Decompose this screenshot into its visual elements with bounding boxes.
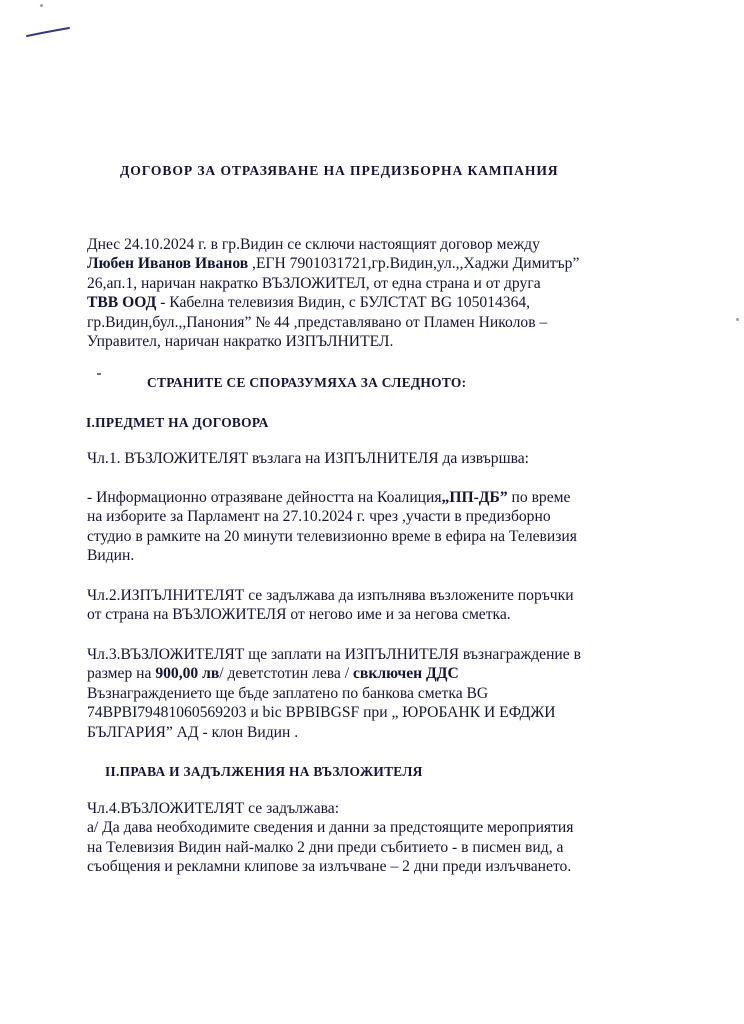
- article-1-text: Чл.1. ВЪЗЛОЖИТЕЛЯТ възлага на ИЗПЪЛНИТЕЛЯ да извършва:: [87, 450, 529, 467]
- vat-note: свключен ДДС: [353, 665, 459, 683]
- pen-stroke-mark: [26, 26, 70, 38]
- amount: 900,00 лв: [155, 665, 220, 683]
- agreement-heading: СТРАНИТЕ СЕ СПОРАЗУМЯХА ЗА СЛЕДНОТО:: [147, 375, 467, 390]
- article-3-line: размер на 900,00 лв/ деветстотин лева / свключен ДДС: [87, 665, 459, 683]
- intro-line: Днес 24.10.2024 г. в гр.Видин се сключи настоящият договор между: [87, 236, 540, 253]
- section-1-heading: І.ПРЕДМЕТ НА ДОГОВОРА: [86, 415, 269, 430]
- intro-line: Управител, наричан накратко ИЗПЪЛНИТЕЛ.: [87, 333, 394, 351]
- article-1-item-line: на изборите за Парламент на 27.10.2024 г. чрез ,участи в предизборно: [87, 508, 551, 526]
- article-2-line: от страна на ВЪЗЛОЖИТЕЛЯ от негово име и за негова сметка.: [87, 606, 511, 624]
- article-3-line: Чл.3.ВЪЗЛОЖИТЕЛЯТ ще заплати на ИЗПЪЛНИТЕЛЯ възнаграждение в: [87, 646, 581, 663]
- document-title: ДОГОВОР ЗА ОТРАЗЯВАНЕ НА ПРЕДИЗБОРНА КАМПАНИЯ: [120, 163, 559, 178]
- article-4-line: а/ Да дава необходимите сведения и данни за предстоящите мероприятия: [87, 819, 574, 837]
- client-name: Любен Иванов Иванов: [87, 255, 249, 273]
- article-1-item-line: Видин.: [87, 547, 135, 565]
- intro-line: Любен Иванов Иванов ,ЕГН 7901031721,гр.Видин,ул.,,Хаджи Димитър”: [87, 255, 580, 273]
- article-4-line: съобщения и рекламни клипове за излъчване – 2 дни преди излъчването.: [87, 858, 572, 876]
- article-3-line: 74BPBI79481060569203 и bic BPBIBGSF при „ ЮРОБАНК И ЕФДЖИ: [87, 704, 556, 722]
- article-3-line: Възнаграждението ще бъде заплатено по банкова сметка BG: [87, 684, 489, 702]
- scan-mark: [97, 373, 101, 375]
- intro-paragraph: [87, 235, 667, 351]
- scan-speck: [736, 318, 739, 321]
- article-1-item-line: студио в рамките на 20 минути телевизионно време в ефира на Телевизия: [87, 527, 577, 545]
- contractor-name: ТВВ ООД: [87, 294, 157, 312]
- article-4-line: Чл.4.ВЪЗЛОЖИТЕЛЯТ се задължава:: [87, 800, 340, 817]
- scan-speck: [40, 4, 43, 7]
- article-4: [87, 799, 667, 877]
- article-2-line: Чл.2.ИЗПЪЛНИТЕЛЯТ се задължава да изпълнява възложените поръчки: [87, 587, 574, 604]
- article-1-item-line: - Информационно отразяване дейността на Коалиция„ПП-ДБ” по време: [87, 489, 571, 506]
- article-3: [87, 645, 667, 742]
- article-1: [87, 449, 667, 468]
- intro-line: гр.Видин,бул.,,Панония” № 44 ,представлявано от Пламен Николов –: [87, 313, 548, 331]
- intro-line: 26,ап.1, наричан накратко ВЪЗЛОЖИТЕЛ, от една страна и от друга: [87, 274, 541, 292]
- coalition-name: „ПП-ДБ”: [441, 489, 508, 506]
- section-2-heading: ІІ.ПРАВА И ЗАДЪЛЖЕНИЯ НА ВЪЗЛОЖИТЕЛЯ: [105, 764, 423, 779]
- article-2: [87, 586, 667, 625]
- article-1-item: [87, 488, 667, 566]
- intro-line: ТВВ ООД - Кабелна телевизия Видин, с БУЛСТАТ BG 105014364,: [87, 294, 531, 312]
- article-3-line: БЪЛГАРИЯ” АД - клон Видин .: [87, 723, 299, 741]
- article-4-line: на Телевизия Видин най-малко 2 дни преди събитието - в писмен вид, а: [87, 838, 564, 856]
